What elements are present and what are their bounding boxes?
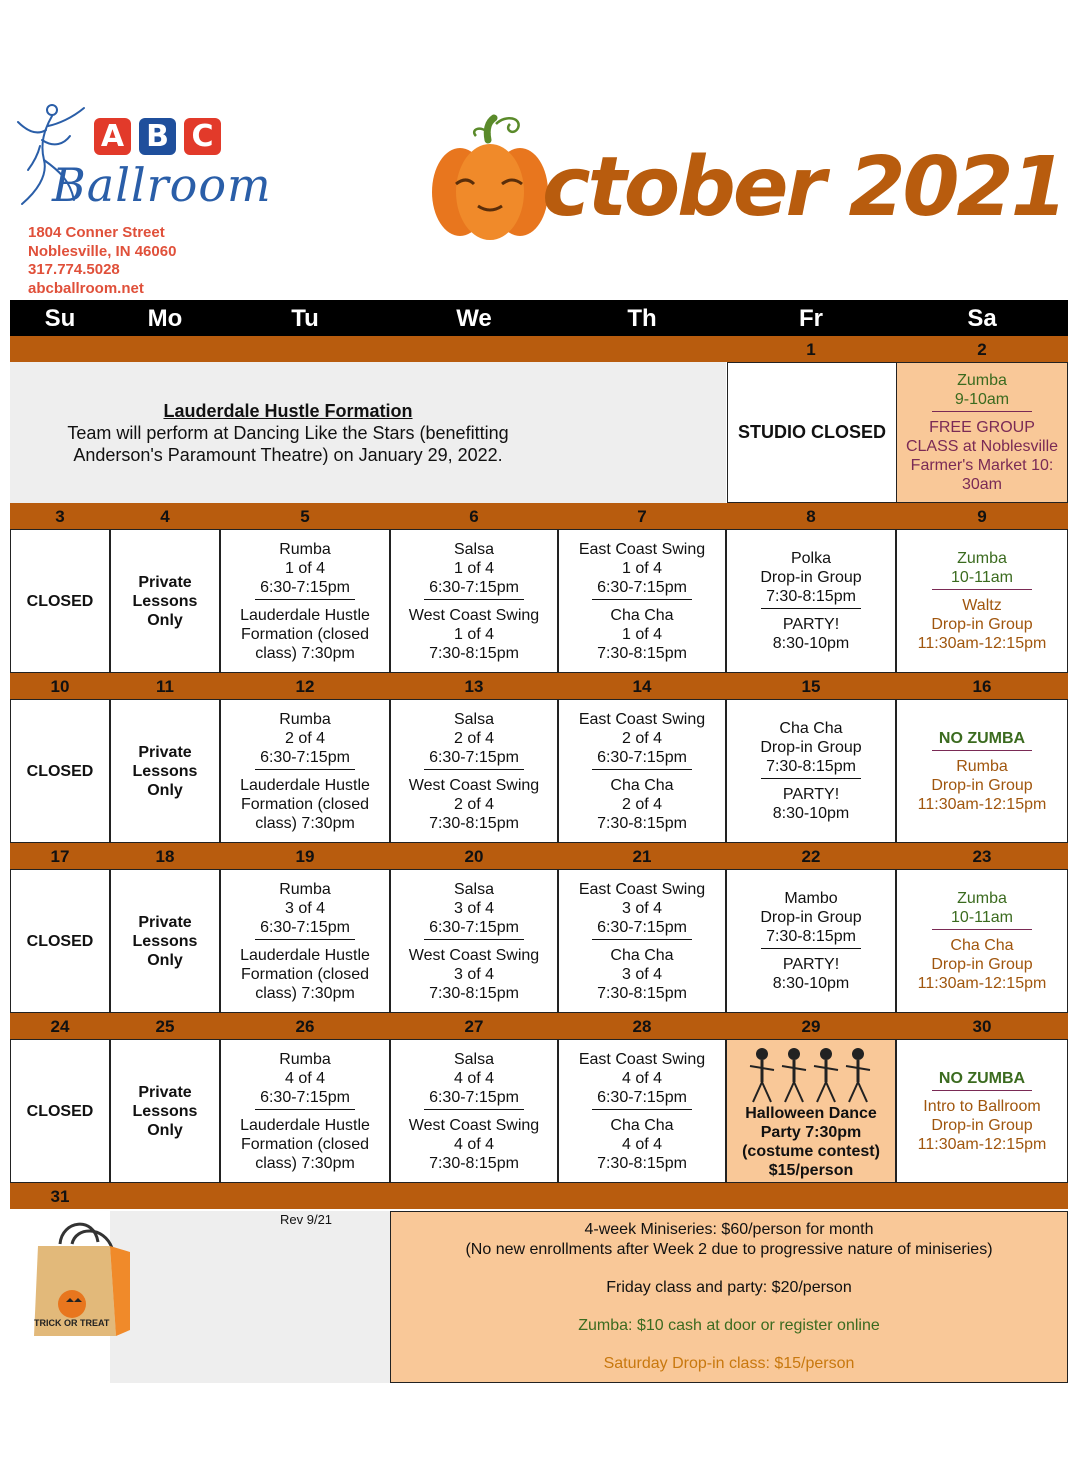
class-text: East Coast Swing	[578, 710, 706, 728]
private-lessons-label: Only	[147, 781, 183, 799]
info-zumba: Zumba: $10 cash at door or register online	[578, 1317, 880, 1334]
private-lessons-label: Only	[147, 611, 183, 629]
class-text: Rumba	[279, 540, 331, 558]
no-zumba-label: NO ZUMBA	[938, 729, 1026, 747]
separator	[255, 1109, 355, 1110]
date-number: 7	[637, 507, 647, 526]
class-text: 1 of 4	[621, 625, 663, 643]
day-cell-fr	[726, 869, 896, 1013]
info-friday: Friday class and party: $20/person	[606, 1279, 852, 1296]
month-title: ctober 2021	[542, 140, 1065, 235]
date-row-5	[10, 1013, 1068, 1039]
weekday-tu: Tu	[291, 305, 319, 332]
class-time: 9-10am	[954, 391, 1010, 408]
dropin-label: Drop-in Group	[931, 956, 1033, 973]
day-cell-su	[10, 869, 110, 1013]
info-enrollment: (No new enrollments after Week 2 due to progressive nature of miniseries)	[465, 1241, 993, 1258]
class-text: 4 of 4	[621, 1135, 663, 1153]
day-cell-tu	[220, 699, 390, 843]
separator	[592, 599, 692, 600]
zumba-time: 10-11am	[951, 569, 1013, 586]
date-row-1	[10, 336, 1068, 362]
class-text: Lauderdale Hustle	[240, 606, 370, 624]
dropin-time: 11:30am-12:15pm	[917, 795, 1047, 813]
separator	[592, 939, 692, 940]
class-text: 1 of 4	[284, 559, 326, 577]
class-text: 6:30-7:15pm	[597, 578, 687, 596]
class-text: 7:30-8:15pm	[429, 1154, 519, 1172]
class-text: West Coast Swing	[408, 946, 540, 964]
dancing-skeletons-icon	[746, 1044, 876, 1104]
separator	[761, 778, 861, 779]
closed-label: CLOSED	[26, 932, 94, 950]
weekday-we: We	[456, 305, 492, 332]
date-number: 8	[806, 507, 816, 526]
class-text: 2 of 4	[621, 795, 663, 813]
class-text: Polka	[790, 550, 832, 567]
day-cell-we	[390, 699, 558, 843]
party-text: PARTY!	[782, 786, 840, 803]
cell-oct-2	[896, 362, 1068, 503]
date-number: 2	[977, 340, 987, 359]
class-text: 6:30-7:15pm	[260, 578, 350, 596]
class-text: East Coast Swing	[578, 1050, 706, 1068]
class-text: 6:30-7:15pm	[597, 748, 687, 766]
dropin-time: 11:30am-12:15pm	[917, 975, 1047, 992]
date-number: 11	[156, 677, 174, 696]
class-text: Rumba	[279, 880, 331, 898]
cell-oct-1	[727, 362, 897, 503]
day-cell-fr	[726, 529, 896, 673]
class-text: Lauderdale Hustle	[240, 1116, 370, 1134]
date-number: 23	[972, 847, 992, 866]
date-number: 6	[469, 507, 479, 526]
day-cell-su	[10, 699, 110, 843]
date-number: 3	[55, 507, 65, 526]
banner-line: Team will perform at Dancing Like the Stars (benefitting	[67, 422, 509, 443]
zumba-time: 10-11am	[951, 909, 1013, 926]
day-cell-tu	[220, 869, 390, 1013]
class-text: 1 of 4	[621, 559, 663, 577]
logo-letter-c: C	[184, 118, 221, 155]
date-number: 20	[464, 847, 484, 866]
separator	[255, 769, 355, 770]
class-text: class) 7:30pm	[255, 1154, 355, 1172]
class-text: 7:30-8:15pm	[597, 984, 687, 1002]
separator	[932, 589, 1032, 590]
hustle-formation-banner	[10, 362, 726, 503]
private-lessons-label: Private	[138, 743, 192, 761]
event-text: CLASS at Noblesville	[905, 438, 1059, 455]
date-number: 31	[50, 1187, 70, 1206]
class-text: 3 of 4	[621, 965, 663, 983]
private-lessons-label: Lessons	[132, 762, 198, 780]
class-text: 7:30-8:15pm	[597, 644, 687, 662]
event-text: FREE GROUP	[929, 419, 1035, 436]
separator	[424, 599, 524, 600]
class-text: 6:30-7:15pm	[429, 918, 519, 936]
separator	[932, 750, 1032, 751]
date-number: 14	[632, 677, 652, 696]
date-number: 25	[155, 1017, 175, 1036]
day-cell-mo	[110, 699, 220, 843]
weekday-mo: Mo	[147, 305, 183, 332]
pricing-info	[390, 1211, 1068, 1383]
class-text: East Coast Swing	[578, 540, 706, 558]
class-text: West Coast Swing	[408, 606, 540, 624]
class-text: 7:30-8:15pm	[429, 644, 519, 662]
zumba-label: Zumba	[957, 890, 1007, 907]
class-text: 7:30-8:15pm	[429, 814, 519, 832]
class-text: 1 of 4	[453, 625, 495, 643]
day-cell-su	[10, 1039, 110, 1183]
day-cell-we	[390, 869, 558, 1013]
class-text: Formation (closed	[240, 1135, 370, 1153]
party-text: 8:30-10pm	[772, 805, 850, 822]
class-text: 6:30-7:15pm	[429, 1088, 519, 1106]
date-number: 24	[50, 1017, 70, 1036]
info-dropin: Saturday Drop-in class: $15/person	[603, 1355, 855, 1372]
class-text: class) 7:30pm	[255, 644, 355, 662]
private-lessons-label: Private	[138, 573, 192, 591]
halloween-party-text: Halloween Dance	[745, 1105, 877, 1122]
date-number: 4	[160, 507, 170, 526]
class-text: 7:30-8:15pm	[597, 1154, 687, 1172]
separator	[592, 1109, 692, 1110]
closed-label: CLOSED	[26, 592, 94, 610]
dropin-time: 11:30am-12:15pm	[917, 1135, 1047, 1153]
party-text: PARTY!	[782, 616, 840, 633]
class-text: Cha Cha	[610, 776, 674, 794]
day-cell-th	[558, 869, 726, 1013]
dropin-class-name: Rumba	[956, 757, 1008, 775]
class-text: Cha Cha	[779, 720, 843, 737]
separator	[255, 599, 355, 600]
logo-letter-a: A	[94, 118, 131, 155]
revision-note: Rev 9/21	[280, 1212, 333, 1227]
day-cell-tu	[220, 1039, 390, 1183]
empty-block	[110, 1211, 390, 1383]
abc-ballroom-logo	[14, 100, 272, 220]
logo-letter-b: B	[139, 118, 176, 155]
class-text: Rumba	[279, 710, 331, 728]
separator	[932, 929, 1032, 930]
class-text: Drop-in Group	[760, 739, 862, 756]
bag-label: TRICK OR TREAT	[34, 1318, 110, 1328]
class-text: 6:30-7:15pm	[429, 748, 519, 766]
dropin-time: 11:30am-12:15pm	[917, 635, 1047, 652]
class-text: 6:30-7:15pm	[597, 918, 687, 936]
class-text: 3 of 4	[284, 899, 326, 917]
studio-address	[28, 224, 176, 298]
class-text: class) 7:30pm	[255, 814, 355, 832]
day-cell-su	[10, 529, 110, 673]
date-number: 21	[632, 847, 652, 866]
private-lessons-label: Lessons	[132, 592, 198, 610]
date-number: 10	[50, 677, 70, 696]
weekday-fr: Fr	[799, 305, 823, 332]
class-text: 7:30-8:15pm	[766, 758, 856, 775]
private-lessons-label: Lessons	[132, 1102, 198, 1120]
class-text: 6:30-7:15pm	[260, 748, 350, 766]
class-text: 3 of 4	[453, 899, 495, 917]
class-text: 2 of 4	[453, 729, 495, 747]
class-text: 7:30-8:15pm	[429, 984, 519, 1002]
class-text: Lauderdale Hustle	[240, 776, 370, 794]
class-text: Mambo	[784, 890, 838, 907]
pumpkin-icon	[430, 110, 550, 245]
day-cell-mo	[110, 1039, 220, 1183]
class-text: 6:30-7:15pm	[429, 578, 519, 596]
closed-label: CLOSED	[26, 1102, 94, 1120]
class-text: class) 7:30pm	[255, 984, 355, 1002]
zumba-label: Zumba	[957, 550, 1007, 567]
day-cell-fr	[726, 1039, 896, 1183]
halloween-party-text: Party 7:30pm	[760, 1124, 862, 1141]
class-text: Salsa	[453, 880, 495, 898]
class-name: Zumba	[957, 372, 1007, 389]
class-text: Formation (closed	[240, 965, 370, 983]
class-text: Formation (closed	[240, 795, 370, 813]
address-phone: 317.774.5028	[28, 261, 120, 278]
date-row-3	[10, 673, 1068, 699]
dropin-class-name: Waltz	[962, 597, 1002, 614]
class-text: 4 of 4	[453, 1135, 495, 1153]
info-miniseries: 4-week Miniseries: $60/person for month	[584, 1221, 874, 1238]
class-text: 6:30-7:15pm	[260, 1088, 350, 1106]
day-cell-mo	[110, 869, 220, 1013]
class-text: Cha Cha	[610, 946, 674, 964]
class-text: 2 of 4	[284, 729, 326, 747]
dropin-label: Drop-in Group	[931, 616, 1033, 633]
event-text: 30am	[961, 476, 1003, 493]
studio-closed-label: STUDIO CLOSED	[737, 422, 886, 442]
date-number: 9	[977, 507, 987, 526]
class-text: Cha Cha	[610, 606, 674, 624]
logo-word: Ballroom	[52, 158, 272, 212]
day-cell-sa	[896, 699, 1068, 843]
separator	[761, 608, 861, 609]
class-text: 7:30-8:15pm	[597, 814, 687, 832]
date-number: 29	[801, 1017, 821, 1036]
day-cell-th	[558, 1039, 726, 1183]
class-text: 4 of 4	[453, 1069, 495, 1087]
class-text: Salsa	[453, 710, 495, 728]
date-number: 13	[464, 677, 484, 696]
event-text: Farmer's Market 10:	[910, 457, 1054, 474]
dropin-label: Drop-in Group	[931, 776, 1033, 794]
weekday-su: Su	[44, 305, 76, 332]
date-row-2	[10, 503, 1068, 529]
separator	[424, 769, 524, 770]
separator	[255, 939, 355, 940]
class-text: Rumba	[279, 1050, 331, 1068]
date-row-6	[10, 1183, 1068, 1209]
class-text: Drop-in Group	[760, 909, 862, 926]
weekday-sa: Sa	[967, 305, 997, 332]
closed-label: CLOSED	[26, 762, 94, 780]
class-text: 7:30-8:15pm	[766, 928, 856, 945]
day-cell-th	[558, 699, 726, 843]
date-number: 16	[972, 677, 992, 696]
date-number: 30	[972, 1017, 992, 1036]
class-text: 2 of 4	[621, 729, 663, 747]
day-cell-we	[390, 529, 558, 673]
address-city: Noblesville, IN 46060	[28, 242, 177, 260]
party-text: 8:30-10pm	[772, 635, 850, 652]
private-lessons-label: Lessons	[132, 932, 198, 950]
class-text: West Coast Swing	[408, 776, 540, 794]
class-text: Formation (closed	[240, 625, 370, 643]
class-text: 7:30-8:15pm	[766, 588, 856, 605]
class-text: Salsa	[453, 1050, 495, 1068]
class-text: 4 of 4	[284, 1069, 326, 1087]
class-text: 6:30-7:15pm	[260, 918, 350, 936]
day-cell-th	[558, 529, 726, 673]
party-text: PARTY!	[782, 956, 840, 973]
class-text: East Coast Swing	[578, 880, 706, 898]
day-cell-sa	[896, 869, 1068, 1013]
separator	[932, 411, 1032, 412]
address-website[interactable]: abcballroom.net	[28, 279, 144, 297]
party-text: 8:30-10pm	[772, 975, 850, 992]
date-number: 18	[155, 847, 175, 866]
class-text: Cha Cha	[610, 1116, 674, 1134]
day-cell-tu	[220, 529, 390, 673]
separator	[761, 948, 861, 949]
class-text: 4 of 4	[621, 1069, 663, 1087]
class-text: 1 of 4	[453, 559, 495, 577]
private-lessons-label: Only	[147, 1121, 183, 1139]
day-cell-sa	[896, 529, 1068, 673]
dropin-class-name: Cha Cha	[950, 937, 1014, 954]
halloween-party-text: $15/person	[768, 1162, 854, 1179]
class-text: Lauderdale Hustle	[240, 946, 370, 964]
date-number: 22	[801, 847, 821, 866]
day-cell-mo	[110, 529, 220, 673]
class-text: 2 of 4	[453, 795, 495, 813]
date-number: 19	[295, 847, 315, 866]
separator	[592, 769, 692, 770]
date-row-4	[10, 843, 1068, 869]
date-number: 12	[295, 677, 315, 696]
day-cell-fr	[726, 699, 896, 843]
month-heading	[430, 110, 1065, 250]
dropin-class-name: Intro to Ballroom	[923, 1097, 1041, 1115]
weekday-header	[10, 300, 1068, 336]
date-number: 1	[806, 340, 816, 359]
banner-line: Anderson's Paramount Theatre) on January 29, 2022.	[73, 444, 503, 465]
date-number: 27	[464, 1017, 484, 1036]
class-text: 3 of 4	[453, 965, 495, 983]
class-text: West Coast Swing	[408, 1116, 540, 1134]
private-lessons-label: Private	[138, 913, 192, 931]
no-zumba-label: NO ZUMBA	[938, 1069, 1026, 1087]
class-text: Salsa	[453, 540, 495, 558]
banner-title: Lauderdale Hustle Formation	[163, 400, 413, 421]
private-lessons-label: Private	[138, 1083, 192, 1101]
address-street: 1804 Conner Street	[28, 224, 165, 241]
halloween-party-text: (costume contest)	[742, 1143, 880, 1160]
day-cell-sa	[896, 1039, 1068, 1183]
date-number: 17	[50, 847, 70, 866]
date-number: 26	[295, 1017, 315, 1036]
class-text: 6:30-7:15pm	[597, 1088, 687, 1106]
private-lessons-label: Only	[147, 951, 183, 969]
separator	[424, 1109, 524, 1110]
class-text: 3 of 4	[621, 899, 663, 917]
separator	[424, 939, 524, 940]
date-number: 28	[632, 1017, 652, 1036]
weekday-th: Th	[627, 305, 657, 332]
date-number: 15	[801, 677, 821, 696]
separator	[932, 1090, 1032, 1091]
dropin-label: Drop-in Group	[931, 1116, 1033, 1134]
day-cell-we	[390, 1039, 558, 1183]
date-number: 5	[300, 507, 310, 526]
class-text: Drop-in Group	[760, 569, 862, 586]
